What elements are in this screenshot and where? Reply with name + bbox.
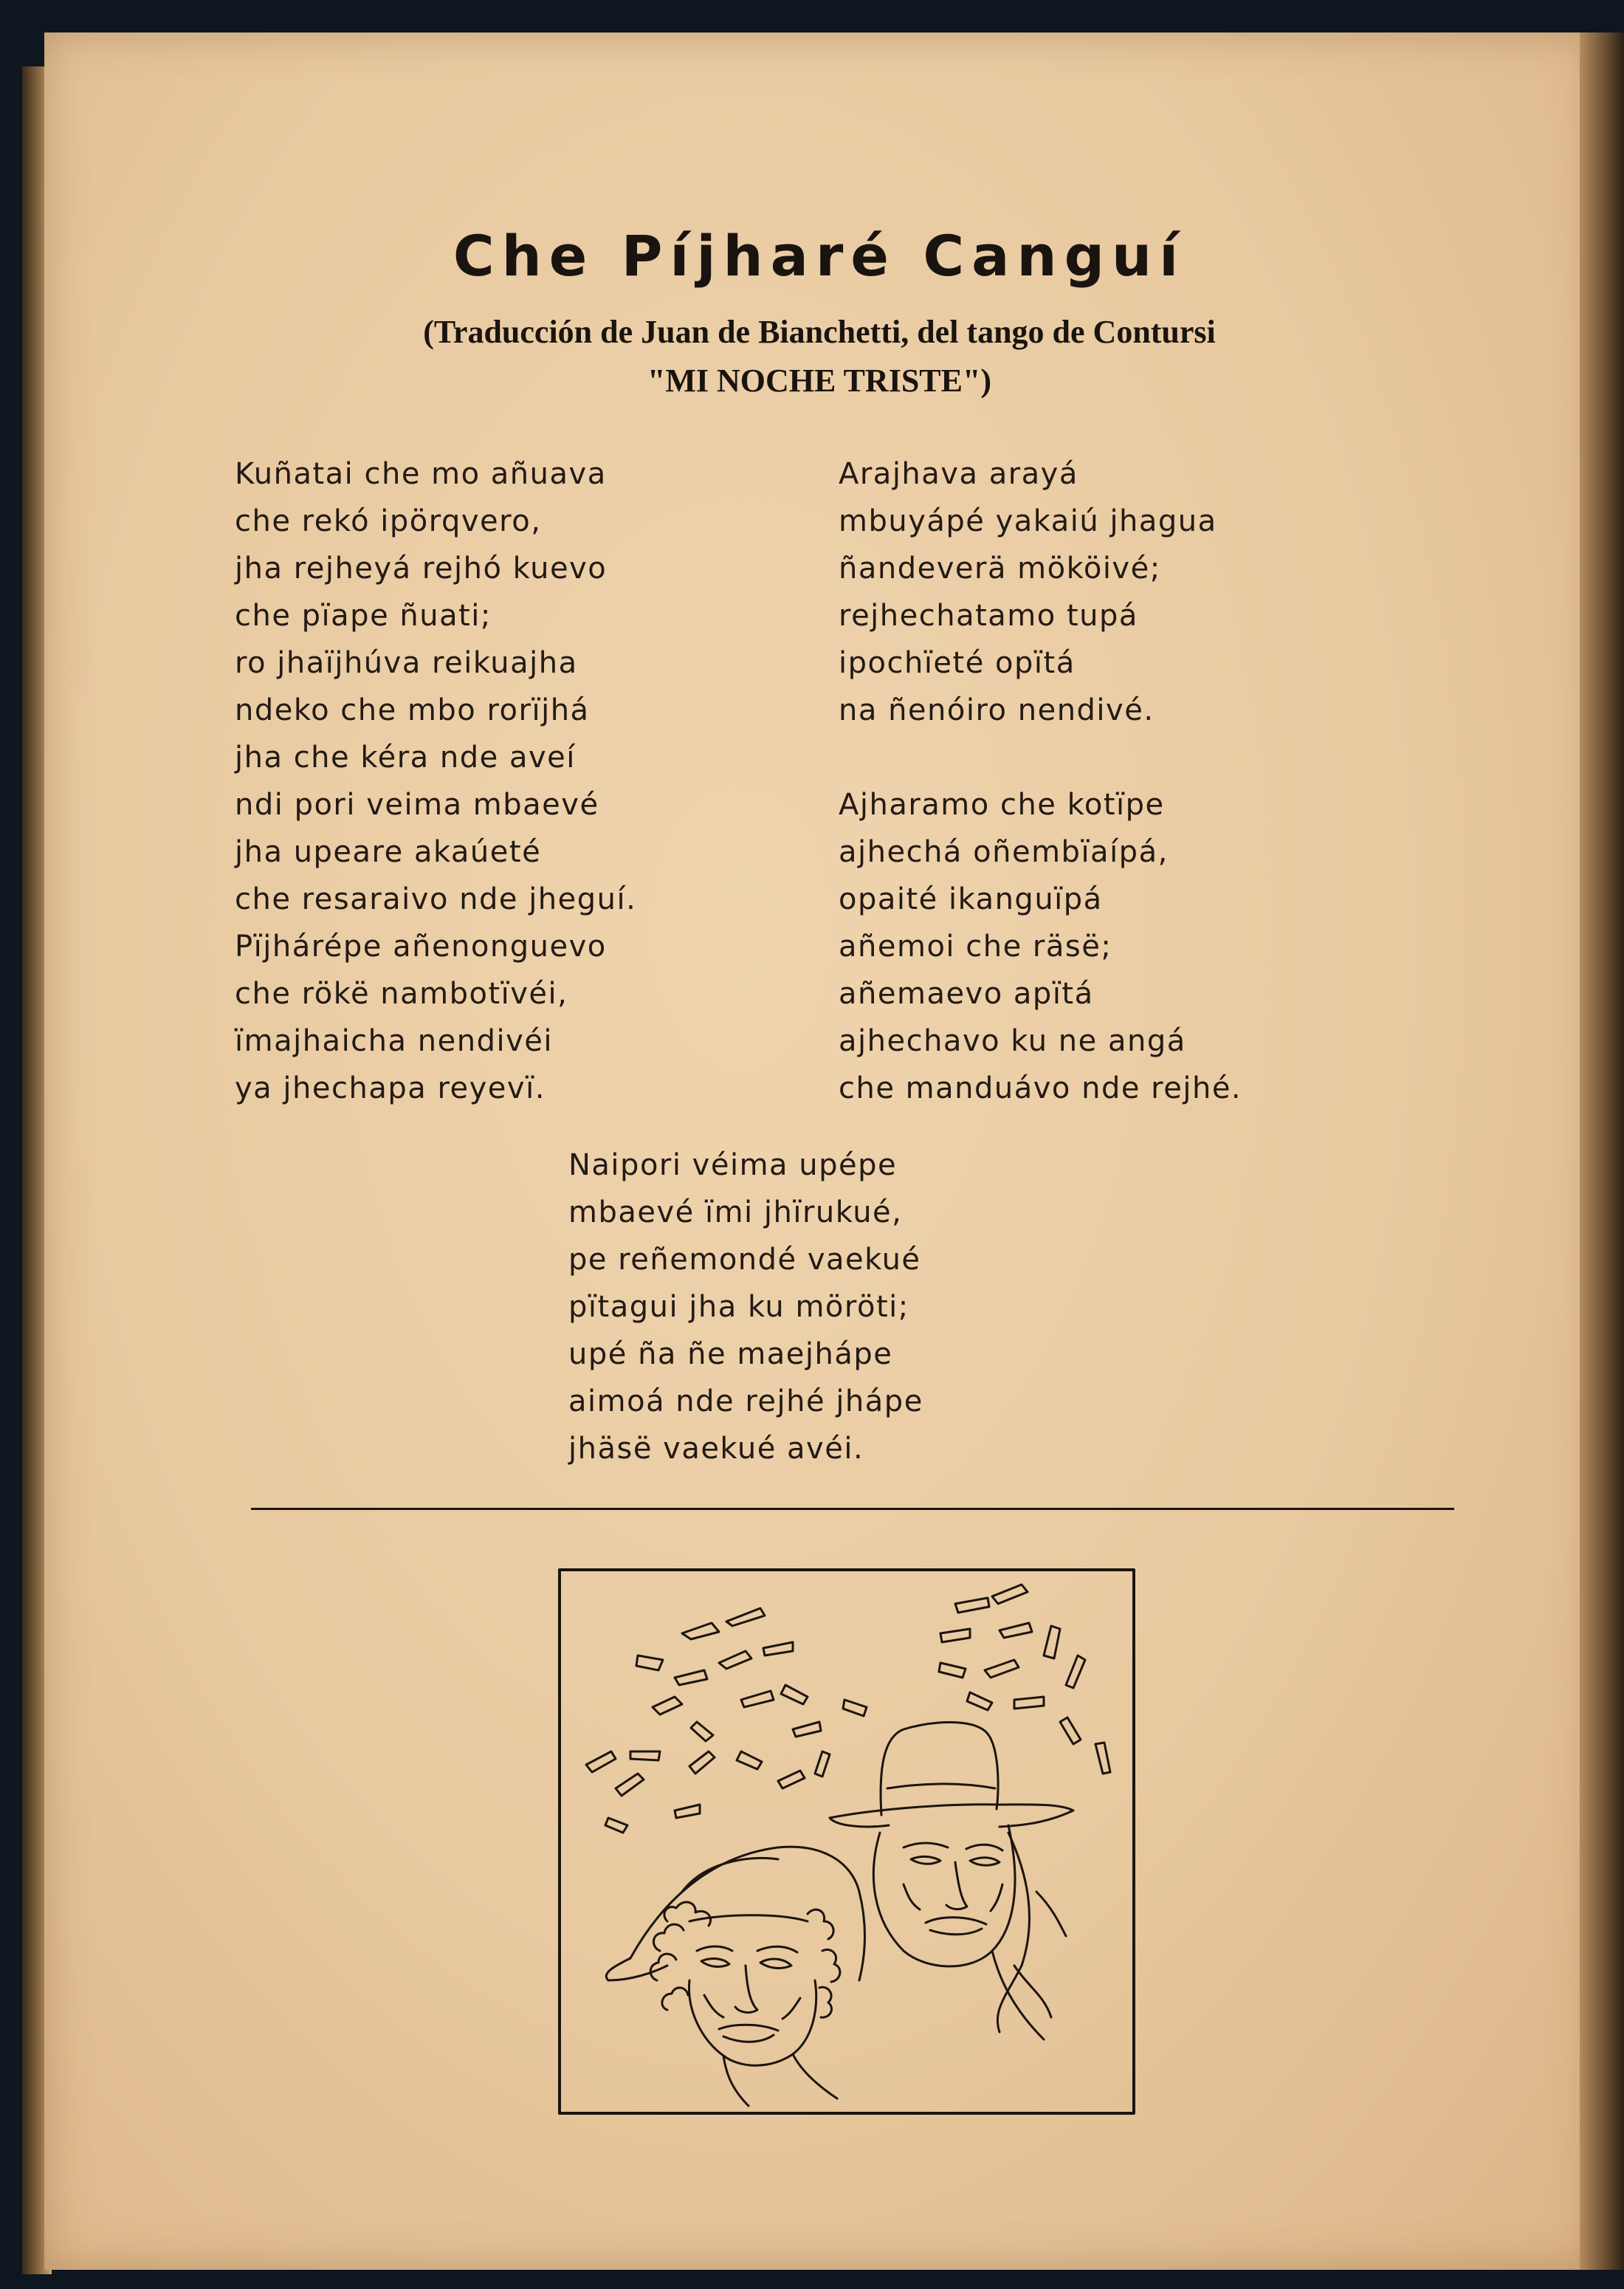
verse-line: upé ña ñe maejhápe: [568, 1337, 893, 1371]
book-page: [44, 32, 1594, 2270]
verse-line: rejhechatamo tupá: [839, 599, 1138, 633]
verse-line: che resaraivo nde jheguí.: [235, 882, 637, 916]
book-right-edge: [1580, 32, 1624, 2270]
verse-line: na ñenóiro nendivé.: [839, 693, 1155, 727]
stanza-right-top: [839, 450, 1217, 734]
verse-line: Pïjhárépe añenonguevo: [235, 930, 607, 964]
verse-line: ndeko che mbo rorïjhá: [235, 693, 590, 727]
verse-line: Naipori véima upépe: [568, 1148, 898, 1182]
verse-line: pïtagui jha ku möröti;: [568, 1290, 909, 1324]
verse-line: Ajharamo che kotïpe: [839, 788, 1165, 822]
verse-line: jha upeare akaúeté: [235, 835, 542, 869]
verse-line: añemoi che räsë;: [839, 930, 1112, 964]
verse-line: ro jhaïjhúva reikuajha: [235, 646, 578, 680]
stanza-right-bottom: [839, 781, 1242, 1112]
verse-line: che manduávo nde rejhé.: [839, 1071, 1242, 1105]
verse-line: ipochïeté opïtá: [839, 646, 1076, 680]
verse-line: ya jhechapa reyevï.: [235, 1071, 546, 1105]
verse-line: che rekó ipörqvero,: [235, 504, 542, 538]
verse-line: opaité ikanguïpá: [839, 882, 1103, 916]
verse-line: ndi pori veima mbaevé: [235, 788, 599, 822]
subtitle-line-2: "MI NOCHE TRISTE"): [647, 363, 992, 399]
couple-illustration: [557, 1567, 1137, 2116]
stanza-center: [568, 1142, 923, 1472]
verse-line: che rökë nambotïvéi,: [235, 977, 568, 1011]
verse-line: añemaevo apïtá: [839, 977, 1094, 1011]
verse-line: pe reñemondé vaekué: [568, 1243, 921, 1277]
stanza-left: [235, 450, 636, 1112]
verse-line: Kuñatai che mo añuava: [235, 457, 607, 491]
verse-line: jhäsë vaekué avéi.: [568, 1432, 864, 1466]
verse-line: ajhechá oñembïaípá,: [839, 835, 1169, 869]
verse-line: jha rejheyá rejhó kuevo: [235, 552, 608, 586]
verse-line: mbaevé ïmi jhïrukué,: [568, 1195, 903, 1229]
verse-line: Arajhava arayá: [839, 457, 1078, 491]
subtitle-line-1: (Traducción de Juan de Bianchetti, del tango de Contursi: [423, 314, 1216, 350]
verse-line: aimoá nde rejhé jhápe: [568, 1384, 923, 1418]
verse-line: ajhechavo ku ne angá: [839, 1024, 1186, 1058]
horizontal-divider: [251, 1508, 1454, 1510]
page-title: Che Píjharé Canguí: [453, 223, 1186, 289]
verse-line: ïmajhaicha nendivéi: [235, 1024, 553, 1058]
verse-line: mbuyápé yakaiú jhagua: [839, 504, 1217, 538]
verse-line: jha che kéra nde aveí: [235, 741, 576, 775]
verse-line: ñandeverä mököivé;: [839, 552, 1161, 586]
verse-line: che pïape ñuati;: [235, 599, 492, 633]
